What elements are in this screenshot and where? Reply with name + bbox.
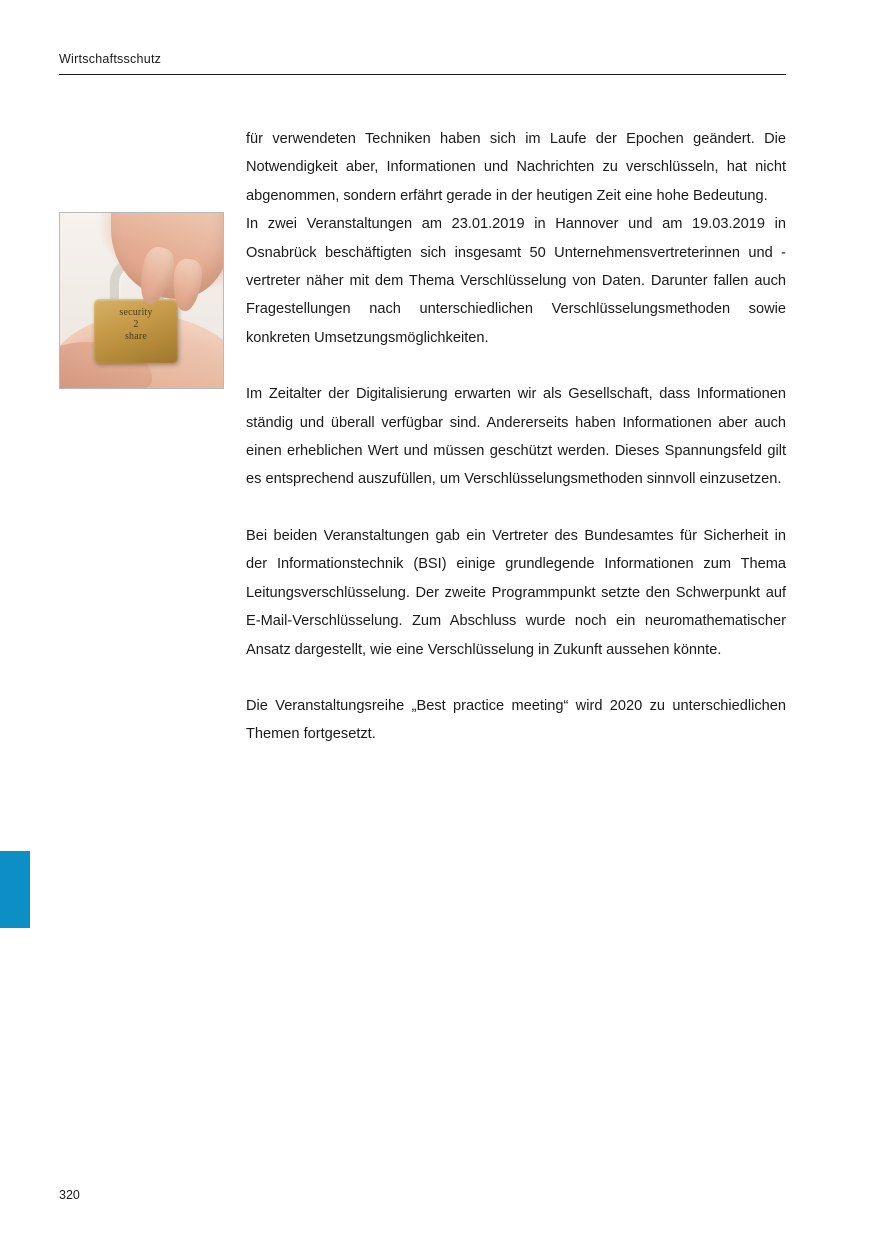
paragraph: Bei beiden Veranstaltungen gab ein Vertreter des Bundesamtes für Sicherheit in der Informationstechnik (BSI) einige grundlegende Informationen zum Thema Leitungsverschlüsselung. Der zweite Programmpunkt setzte den Schwerpunkt auf E-Mail-Verschlüsselung. Zum Abschluss wurde noch ein neuromathematischer Ansatz dargestellt, wie eine Verschlüsselung in Zukunft aussehen könnte. xyxy=(246,527,786,658)
paragraph: In zwei Veranstaltungen am 23.01.2019 in Hannover und am 19.03.2019 in Osnabrück beschäftigten sich insgesamt 50 Unternehmensvertreterinnen und -vertreter näher mit dem Thema Verschlüsselung von Daten. Darunter fallen auch Fragestellungen nach unterschiedlichen Verschlüsselungsmethoden sowie konkreten Umsetzungsmöglichkeiten. xyxy=(246,216,786,346)
photo-background xyxy=(60,213,223,388)
paragraph: Im Zeitalter der Digitalisierung erwarten wir als Gesellschaft, dass Informationen ständig und überall verfügbar sind. Andererseits haben Informationen aber auch einen erheblichen Wert und müssen geschützt werden. Dieses Spannungsfeld gilt es entsprechend auszufüllen, um Verschlüsselungsmethoden sinnvoll einzusetzen. xyxy=(246,386,786,488)
running-head-title: Wirtschaftsschutz xyxy=(59,52,162,66)
padlock-engraving-line-1: security xyxy=(119,307,153,318)
padlock-engraving xyxy=(94,307,178,343)
running-head xyxy=(59,52,786,75)
section-edge-tab xyxy=(0,851,30,928)
padlock-engraving-line-2: 2 xyxy=(133,319,139,330)
padlock-engraving-line-3: share xyxy=(124,331,148,342)
paragraph: für verwendeten Techniken haben sich im Laufe der Epochen geändert. Die Notwendigkeit aber, Informationen und Nachrichten zu verschlüsseln, hat nicht abgenommen, sondern erfährt gerade in der heutigen Zeit eine hohe Bedeutung. xyxy=(246,131,786,204)
padlock-body-icon xyxy=(94,299,178,363)
padlock-photo xyxy=(59,212,224,389)
body-text-column xyxy=(246,125,786,749)
paragraph: Die Veranstaltungsreihe „Best practice meeting“ wird 2020 zu unterschiedlichen Themen fortgesetzt. xyxy=(246,697,786,743)
header-divider xyxy=(59,74,786,75)
page-number: 320 xyxy=(59,1188,80,1202)
